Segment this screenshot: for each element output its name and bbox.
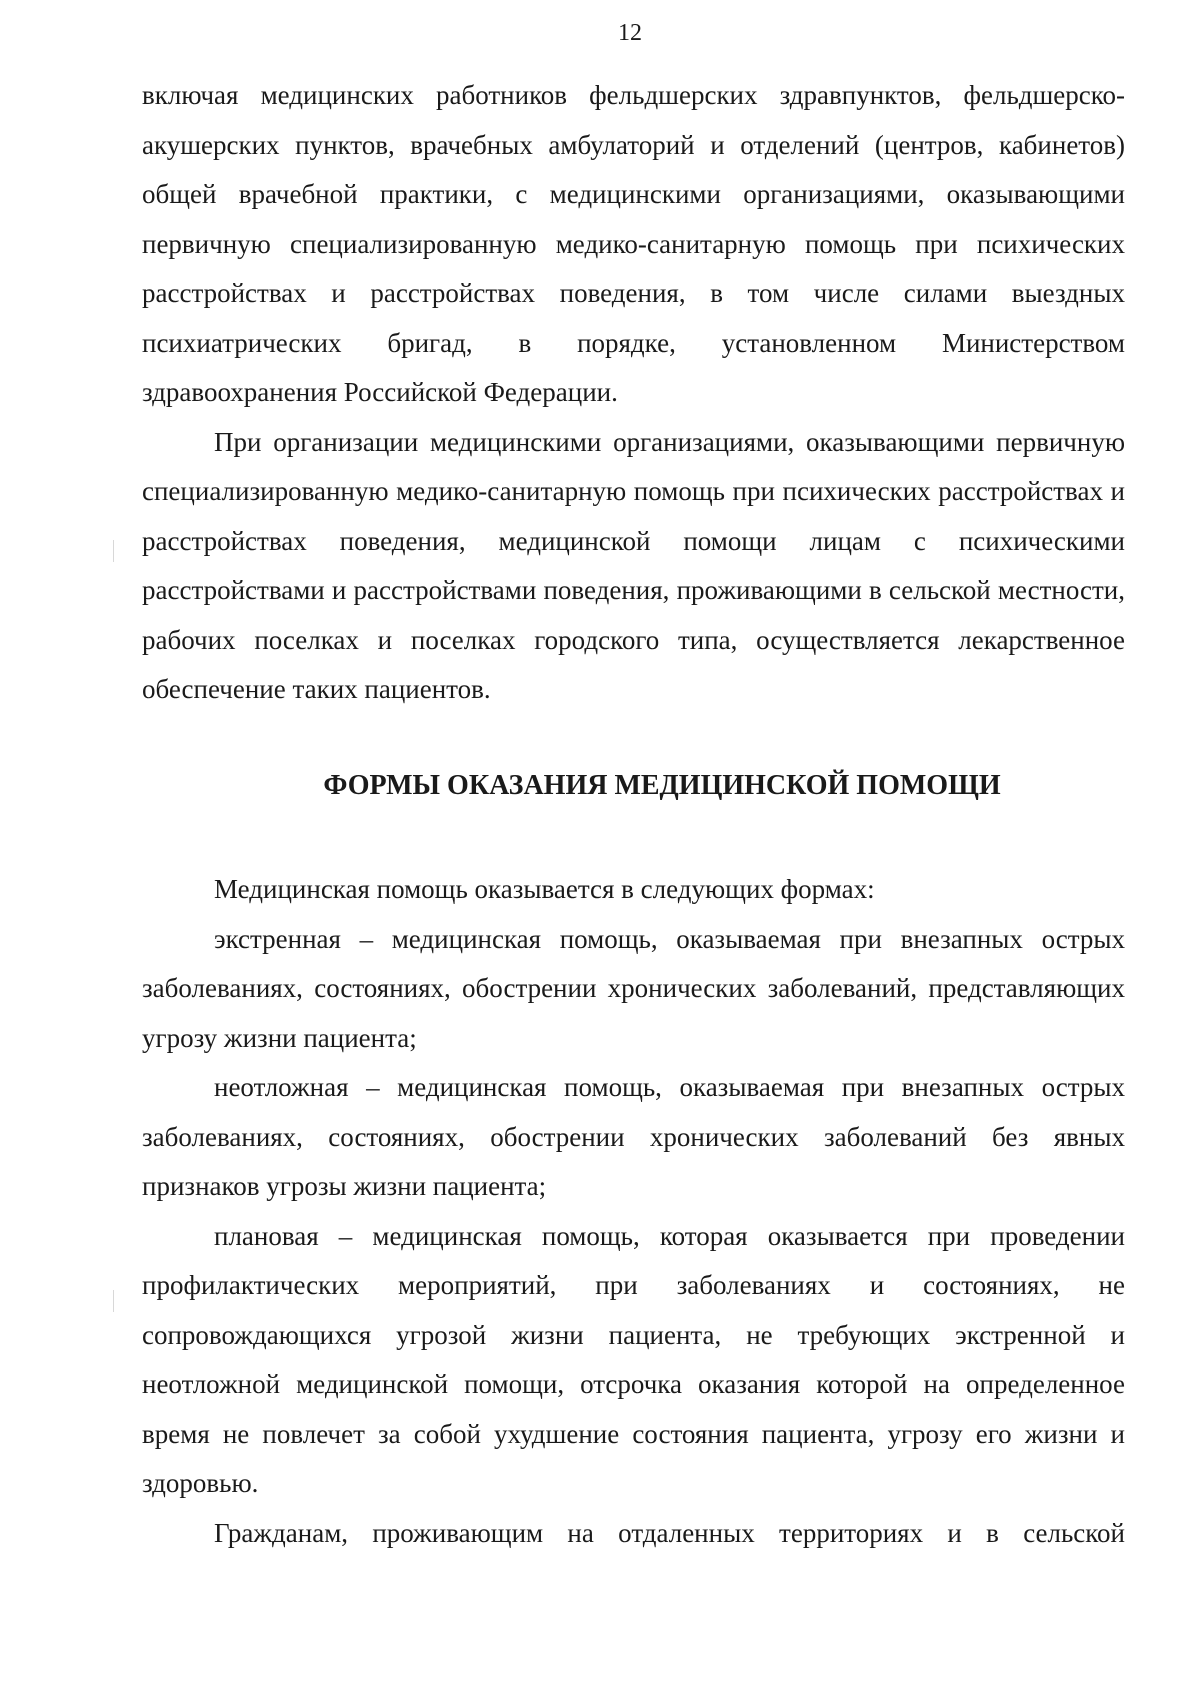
page-number: 12 bbox=[618, 20, 642, 46]
paragraph-grazhdanam: Гражданам, проживающим на отдаленных территориях и в сельской bbox=[214, 1517, 1125, 1548]
paragraph-continuation: включая медицинских работников фельдшерских здравпунктов, фельдшерско-акушерских пунктов, врачебных амбулаторий и отделений (центров, кабинетов) общей врачебной практики, с медицинскими организациями, оказывающими первичную специализированную медико-санитарную помощь при психических расстройствах и расстройствах поведения, в том числе силами выездных психиатрических бригад, в порядке, установленном Министерством здравоохранения Российской Федерации. bbox=[142, 80, 1125, 407]
forms-text-block bbox=[142, 865, 1125, 1558]
paragraph-lekarstvennoe-obespechenie: При организации медицинскими организациями, оказывающими первичную специализированную медико-санитарную помощь при психических расстройствах и расстройствах поведения, медицинской помощи лицам с психическими расстройствами и расстройствами поведения, проживающими в сельской местности, рабочих поселках и поселках городского типа, осуществляется лекарственное обеспечение таких пациентов. bbox=[142, 426, 1125, 704]
paragraph-planovaya: плановая – медицинская помощь, которая оказывается при проведении профилактических мероприятий, при заболеваниях и состояниях, не сопровождающихся угрозой жизни пациента, не требующих экстренной и неотложной медицинской помощи, отсрочка оказания которой на определенное время не повлечет за собой ухудшение состояния пациента, угрозу его жизни и здоровью. bbox=[142, 1220, 1125, 1498]
paragraph-ekstrennaya: экстренная – медицинская помощь, оказываемая при внезапных острых заболеваниях, состояниях, обострении хронических заболеваний, представляющих угрозу жизни пациента; bbox=[142, 923, 1125, 1053]
paragraph-forms-intro: Медицинская помощь оказывается в следующих формах: bbox=[214, 874, 875, 904]
section-heading: ФОРМЫ ОКАЗАНИЯ МЕДИЦИНСКОЙ ПОМОЩИ bbox=[323, 770, 1001, 801]
paragraph-neotlozhnaya: неотложная – медицинская помощь, оказываемая при внезапных острых заболеваниях, состояниях, обострении хронических заболеваний без явных признаков угрозы жизни пациента; bbox=[142, 1072, 1125, 1201]
scan-artifact-line bbox=[113, 540, 114, 562]
top-text-block bbox=[142, 71, 1125, 715]
scan-artifact-line bbox=[113, 1290, 114, 1312]
